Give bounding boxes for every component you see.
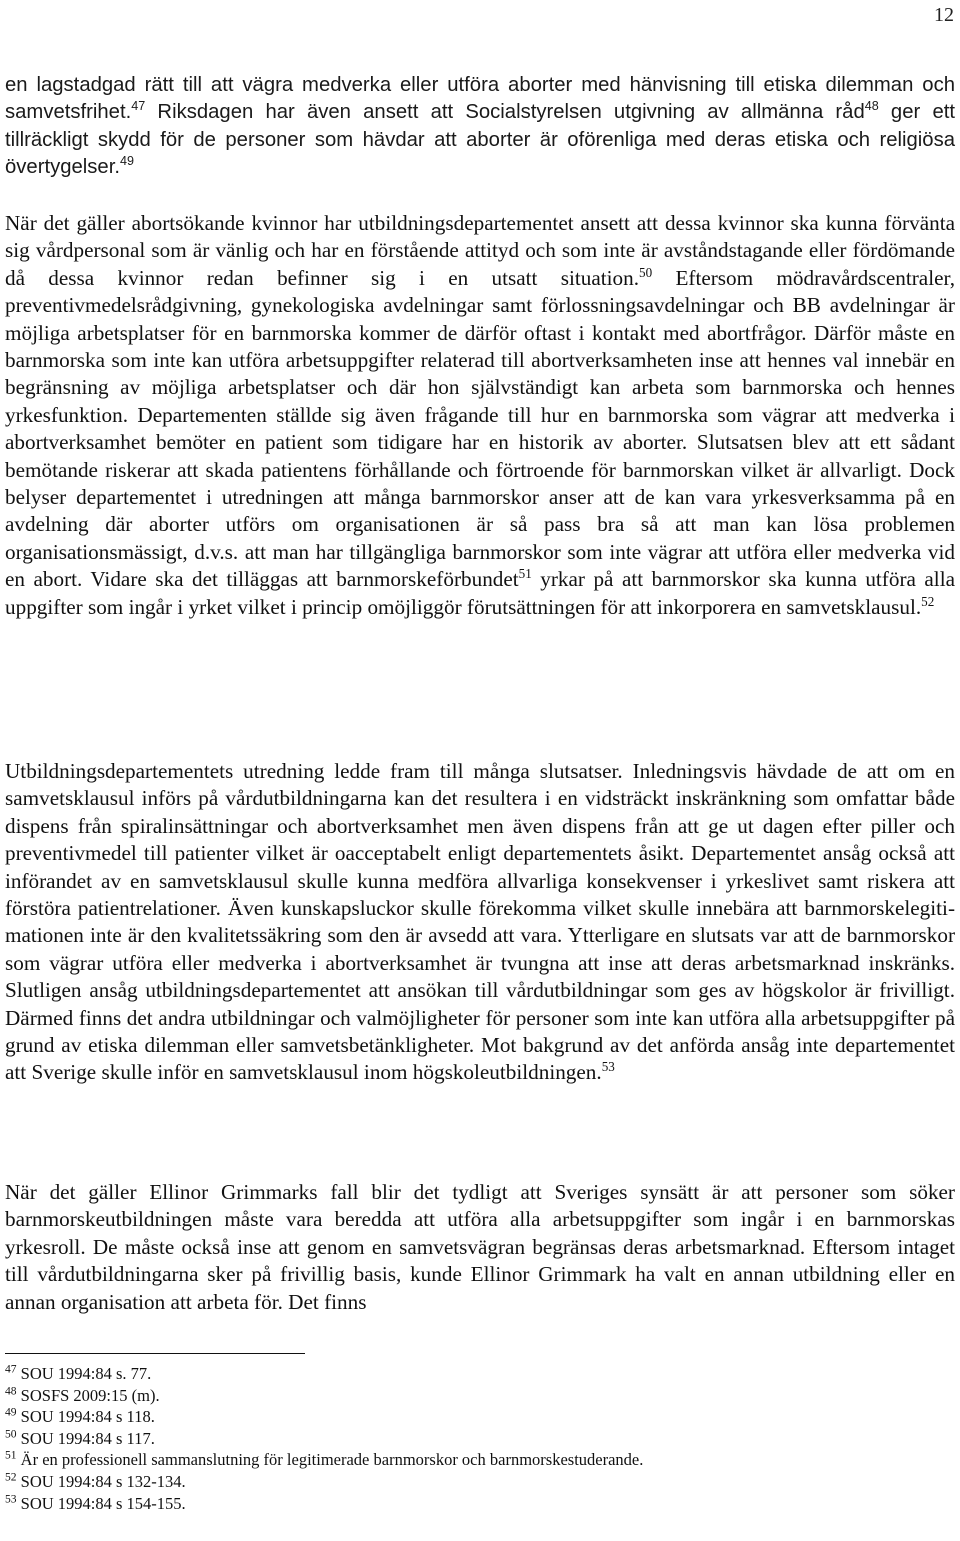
footnote-number: 50 bbox=[5, 1428, 17, 1441]
paragraph-text: Utbildningsdepartementets utredning ledde fram till många slutsatser. Inledningsvis hävdade de att om en samvetsklausul införs på vårdutbildningarna kan det resultera i en vidsträckt inskränkning som omfattar både dispens från spiralinsättningar och abortverksamhet men även dispens från att ge ut dagen efter piller och preventivmedel till patienter vilket är oacceptabelt enligt departementets åsikt. Departementet ansåg också att införandet av en samvetsklausul skulle kunna medföra allvarliga konsekvenser i yrkeslivet samt riskera att förstöra patientrelationer. Även kunskapsluckor skulle förekomma vilket skulle innebära att barnmorskelegitimationen inte är den kvalitetssäkring som den är avsedd att vara. Ytterligare en slutsats var att de barnmorskor som vägrar utföra eller medverka i abortverksamhet är tvungna att inse att deras arbetsmarknad inskränks. Slutligen ansåg utbildningsdepartementet att ansökan till vårdutbildningar som ges av högskolor är frivilligt. Därmed finns det andra utbildningar och valmöjligheter för personer som inte kan utföra alla arbetsuppgifter på grund av etiska dilemman eller samvetsbetänkligheter. Mot bakgrund av det anförda ansåg inte departementet att Sverige skulle inför en samvetsklausul inom högskoleutbildningen. bbox=[5, 759, 955, 1085]
footnote-text: SOSFS 2009:15 (m). bbox=[16, 1385, 160, 1405]
footnote-separator bbox=[5, 1353, 305, 1354]
paragraph bbox=[5, 210, 955, 621]
footnote-number: 49 bbox=[5, 1406, 17, 1419]
footnote-number: 47 bbox=[5, 1363, 17, 1376]
paragraph bbox=[5, 758, 955, 1087]
paragraph-text: yrkar på att barnmorskor ska kunna utföra alla uppgifter som ingår i yrket vilket i princip omöjliggör förutsättningen för att inkorporera en samvetsklausul. bbox=[5, 567, 955, 619]
footnote bbox=[5, 1406, 905, 1428]
footnote-text: Är en professionell sammanslutning för legitimerade barnmorskor och barnmorskestuderande. bbox=[16, 1450, 644, 1470]
paragraph bbox=[5, 1179, 955, 1316]
footnote bbox=[5, 1385, 905, 1407]
footnote-reference: 52 bbox=[921, 593, 935, 609]
footnote-text: SOU 1994:84 s 118. bbox=[16, 1407, 155, 1427]
paragraph-text: Eftersom mödravårdscentraler, preventivmedelsrådgivning, gynekologiska avdelningar samt förlossningsavdelningar och BB avdelningar är möjliga arbetsplatser för en barnmorska kommer de därför oftast i kontakt med abortfrågor. Därför måste en barnmorska som inte kan utföra arbetsuppgifter relaterad till abortverksamheten inse att hennes val innebär en begränsning av möjliga arbetsplatser och där hon självständigt kan arbeta som barnmorska och hennes yrkesfunktion. Departementen ställde sig även frågande till hur en barnmorska som vägrar att medverka i abortverksamhet bemöter en patient som tidigare har en historik av aborter. Slutsatsen blev att ett sådant bemötande riskerar att skada patientens förhållande och förtroende för barnmorskan vilket är allvarligt. Dock belyser departementet i utredningen att många barnmorskor anser att de kan vara yrkesverksamma på en avdelning där aborter utförs om organisationen är så pass bra så att man kan lösa problemen organisationsmässigt, d.v.s. att man har tillgängliga barnmorskor som inte vägrar att utföra eller medverka vid en abort. Vidare ska det tilläggas att barnmorskeförbundet bbox=[5, 265, 955, 592]
footnotes bbox=[5, 1363, 905, 1514]
footnote-reference: 53 bbox=[601, 1059, 615, 1075]
footnote-text: SOU 1994:84 s 154-155. bbox=[16, 1493, 186, 1513]
footnote-reference: 47 bbox=[131, 99, 146, 114]
footnote-number: 51 bbox=[5, 1450, 17, 1463]
footnote-reference: 50 bbox=[639, 264, 653, 280]
footnote bbox=[5, 1449, 905, 1471]
footnote bbox=[5, 1428, 905, 1450]
footnote bbox=[5, 1493, 905, 1515]
footnote-reference: 49 bbox=[119, 154, 134, 169]
paragraph-text: ger ett tillräckligt skydd för de personer som hävdar att aborter är oförenliga med deras etiska och religiösa övertygelser. bbox=[5, 101, 955, 179]
footnote bbox=[5, 1471, 905, 1493]
footnote-number: 52 bbox=[5, 1471, 17, 1484]
footnote-text: SOU 1994:84 s 117. bbox=[16, 1428, 155, 1448]
footnote-number: 53 bbox=[5, 1493, 17, 1506]
paragraph-text: en lagstadgad rätt till att vägra medverka eller utföra aborter med hänvisning till etiska dilemman och samvetsfrihet. bbox=[5, 74, 955, 124]
paragraph-text: Riksdagen har även ansett att Socialstyrelsen utgivning av allmänna råd bbox=[145, 101, 865, 124]
footnote-text: SOU 1994:84 s. 77. bbox=[16, 1364, 152, 1383]
paragraph bbox=[5, 72, 955, 182]
footnote-text: SOU 1994:84 s 132-134. bbox=[16, 1471, 186, 1491]
footnote-reference: 51 bbox=[518, 566, 532, 582]
page-number: 12 bbox=[934, 4, 954, 26]
footnote-reference: 48 bbox=[864, 99, 879, 114]
footnote-number: 48 bbox=[5, 1385, 17, 1398]
paragraph-text: När det gäller Ellinor Grimmarks fall blir det tydligt att Sveriges synsätt är att personer som söker barnmorskeutbildningen måste vara beredda att utföra alla arbetsuppgifter som ingår i en barnmorskas yrkesroll. De måste också inse att genom en samvetsvägran begränsas deras arbetsmarknad. Eftersom intaget till vårdutbildningarna sker på frivillig basis, kunde Ellinor Grimmark ha valt en annan utbildning eller en annan organisation att arbeta för. Det finns bbox=[5, 1180, 955, 1314]
footnote bbox=[5, 1363, 905, 1385]
paragraph-text: När det gäller abortsökande kvinnor har utbildningsdepartementet ansett att dessa kvinnor ska kunna förvänta sig vårdpersonal som är vänlig och har en förstående attityd och som inte är avståndstagande eller fördömande då dessa kvinnor redan befinner sig i en utsatt situation. bbox=[5, 211, 955, 290]
